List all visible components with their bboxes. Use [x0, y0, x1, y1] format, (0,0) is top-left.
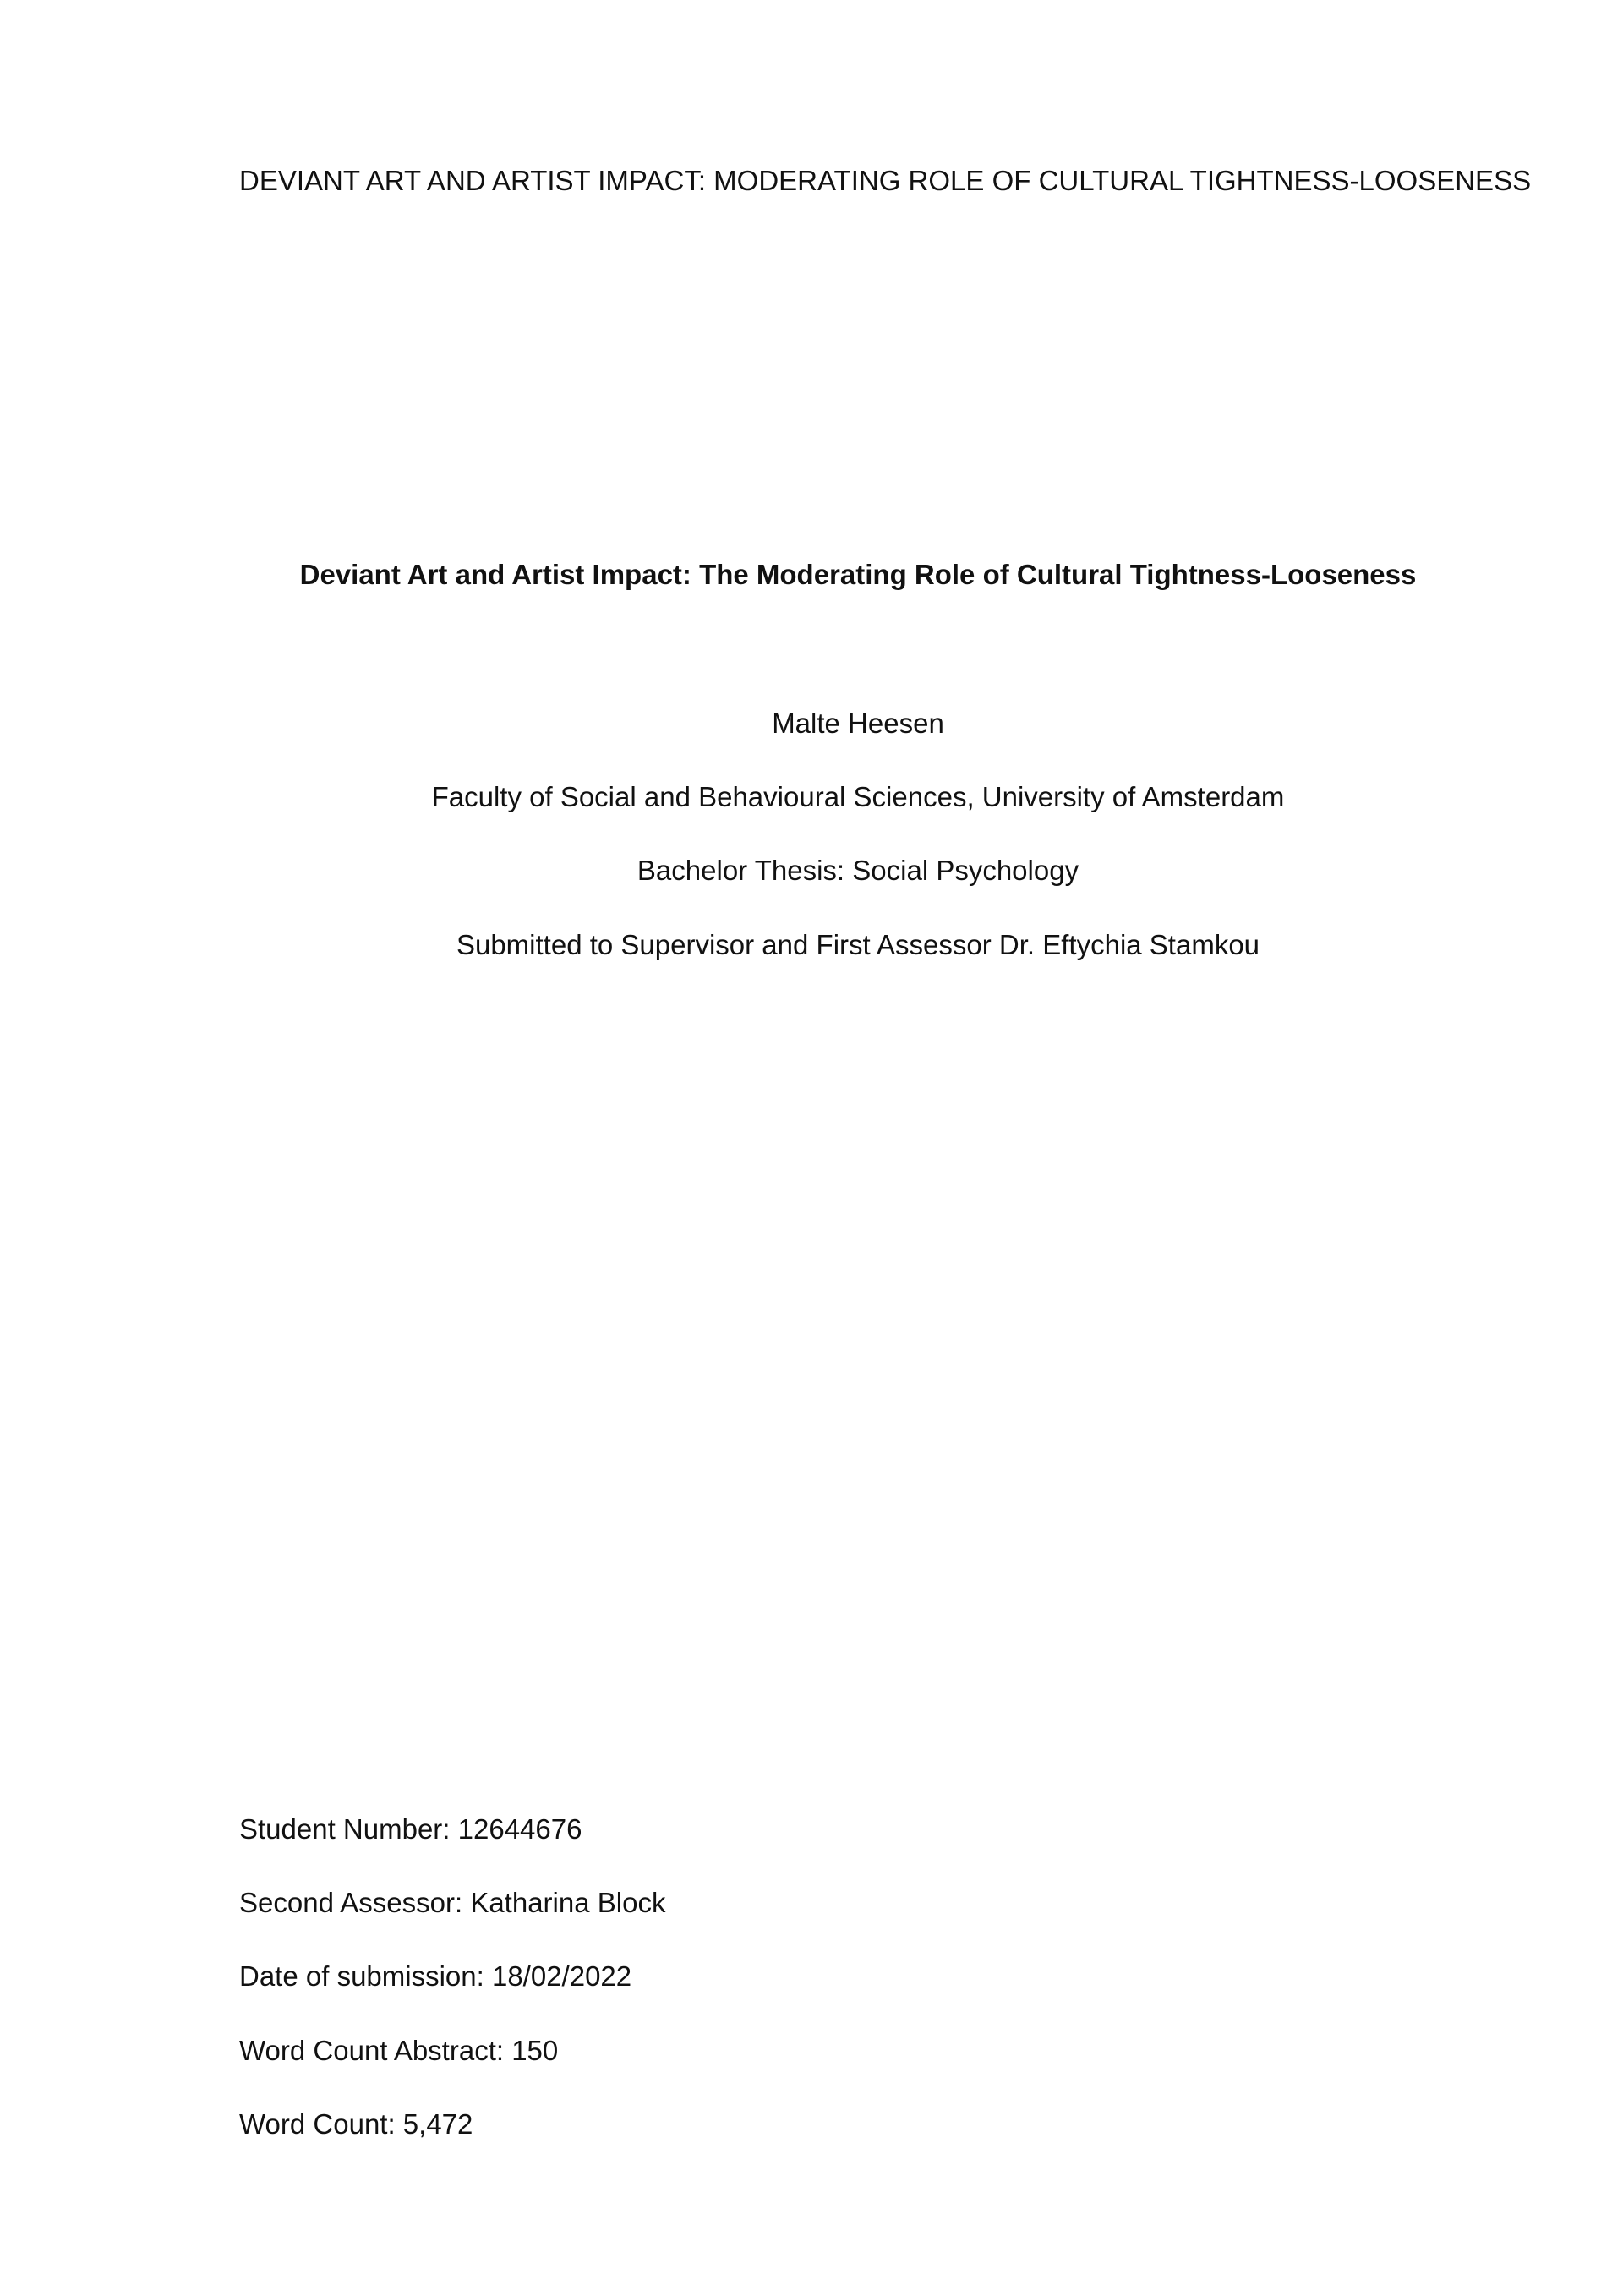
author-affiliation: Faculty of Social and Behavioural Sciences, University of Amsterdam	[431, 781, 1285, 812]
word-count: Word Count: 5,472	[239, 2108, 473, 2140]
student-number: Student Number: 12644676	[239, 1813, 582, 1845]
author-name: Malte Heesen	[772, 708, 944, 739]
second-assessor: Second Assessor: Katharina Block	[239, 1887, 666, 1918]
submission-date: Date of submission: 18/02/2022	[239, 1960, 632, 1992]
course-name: Bachelor Thesis: Social Psychology	[637, 855, 1079, 886]
word-count-abstract: Word Count Abstract: 150	[239, 2035, 559, 2066]
supervisor-line: Submitted to Supervisor and First Assessor Dr. Eftychia Stamkou	[456, 929, 1260, 960]
running-head: DEVIANT ART AND ARTIST IMPACT: MODERATING ROLE OF CULTURAL TIGHTNESS-LOOSENESS	[239, 165, 1532, 196]
paper-title: Deviant Art and Artist Impact: The Moderating Role of Cultural Tightness-Looseness	[299, 559, 1417, 590]
